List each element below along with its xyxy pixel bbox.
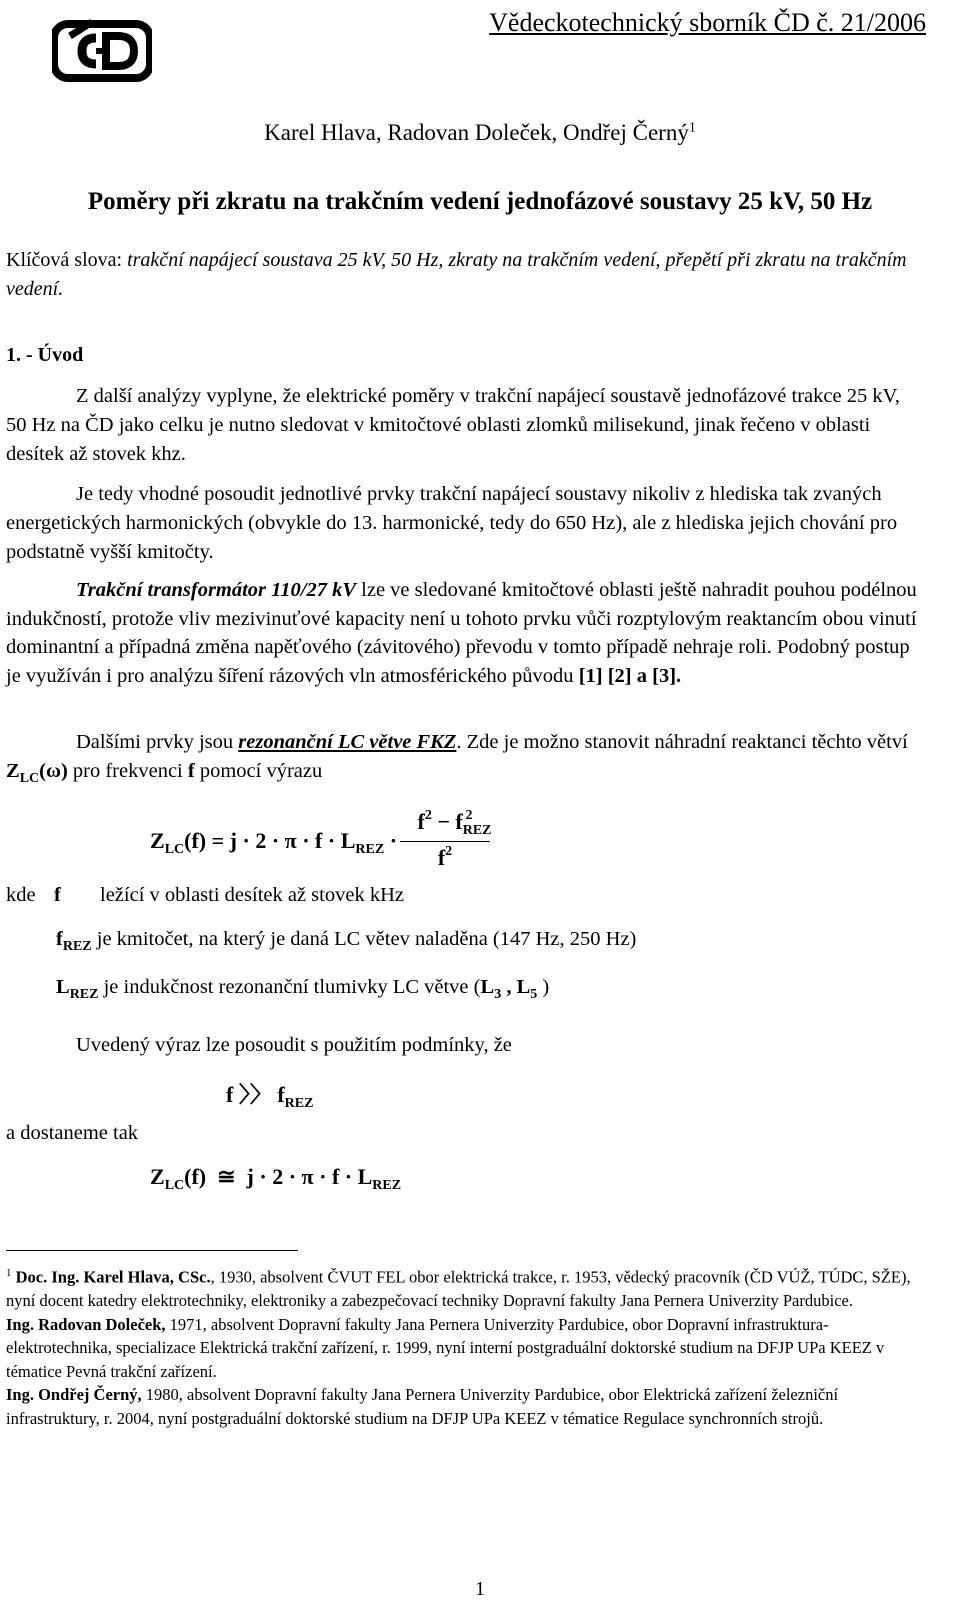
paragraph-2: Je tedy vhodné posoudit jednotlivé prvky trakční napájecí soustavy nikoliv z hlediska tak zvaných energetických harmonických (obvykle do 13. harmonické, tedy do 650 Hz), ale z hlediska jejich chování pro podstatně vyšší kmitočty.: [6, 483, 898, 563]
fraction-numerator: $f^2 - f_{REZ}^2$: [400, 808, 490, 842]
footnote-hlava-text: , 1930, absolvent ČVUT FEL obor elektrická trakce, r. 1953, vědecký pracovník (ČD VÚŽ, TÚDC, SŽE), nyní docent katedry elektrotechniky, elektroniky a zabezpečovací techniky Dopravní fakulty Jana Pernera Univerzity Pardubice.: [6, 1267, 911, 1310]
def-frez-symbol: $f_{REZ}$: [56, 928, 92, 954]
cd-logo-icon: [52, 14, 152, 86]
footnote-dolecek-name: Ing. Radovan Doleček,: [6, 1314, 166, 1334]
fraction-denominator: $f^2$: [437, 844, 453, 870]
def-frez-desc: je kmitočet, na který je daná LC větev naladěna (147 Hz, 250 Hz): [91, 928, 637, 950]
paragraph-4-mid: . Zde je možno stanovit náhradní reaktanci těchto větví: [456, 731, 908, 753]
paragraph-4-tail: pomocí výrazu: [194, 760, 323, 782]
paper-title: Poměry při zkratu na trakčním vedení jednofázové soustavy 25 kV, 50 Hz: [87, 188, 873, 215]
def-lrez-symbol: $L_{REZ}$: [56, 976, 99, 1002]
paragraph-1: Z další analýzy vyplyne, že elektrické poměry v trakční napájecí soustavě jednofázové trakce 25 kV, 50 Hz na ČD jako celku je nutno sledovat v kmitočtové oblasti zlomků milisekund, jinak řečeno v oblasti desítek až stovek khz.: [6, 385, 900, 465]
section-heading: 1. - Úvod: [6, 344, 84, 366]
paragraph-3-text: lze ve sledované kmitočtové oblasti ještě nahradit pouhou podélnou indukčností, protože vliv mezivinuťové kapacity není u tohoto prvku vůči rozptylovým reaktancím obou vinutí dominantní a případná změna napěťového (závitového) převodu v tomto případě nehraje roli. Podobný postup je využíván i pro analýzu šíření rázových vln atmosférického původu: [6, 579, 917, 687]
paragraph-4-start: Dalšími prvky jsou: [76, 731, 239, 753]
def-l3-l5-symbols: $L_3$ , $L_5$: [480, 976, 538, 1002]
condition-text: Uvedený výraz lze posoudit s použitím podmínky, že: [76, 1034, 512, 1056]
keywords: [6, 246, 926, 304]
f-symbol: f: [187, 760, 195, 782]
footnote-dolecek-text: 1971, absolvent Dopravní fakulty Jana Pernera Univerzity Pardubice, obor Dopravní infrastruktura- elektrotechnika, specializace Elektrická trakční zařízení, r. 1999, nyní interní postgraduální doktorské studium na DFJP UPa KEEZ v tématice Pevná trakční zařízení.: [6, 1314, 885, 1381]
paragraph-4: [6, 728, 918, 793]
keywords-label: Klíčová slova:: [6, 249, 128, 271]
footnote-hlava: [6, 1262, 918, 1313]
def-lrez-desc: je indukčnost rezonanční tlumivky LC větve (: [103, 976, 481, 998]
footnote-cerny-name: Ing. Ondřej Černý,: [6, 1385, 142, 1404]
journal-header[interactable]: Vědeckotechnický sborník ČD č. 21/2006: [489, 8, 926, 37]
equation-zlc: [150, 808, 570, 878]
lc-branch-term: rezonanční LC větve FKZ: [238, 731, 457, 753]
footnote-cerny: [6, 1383, 918, 1430]
def-lrez: $L_{REZ}$ je indukčnost rezonanční tlumivky LC větve ($L_3$ , $L_5$ ): [56, 976, 550, 1002]
footnote-cerny-text: 1980, absolvent Dopravní fakulty Jana Pernera Univerzity Pardubice, obor Elektrická zařízení železniční infrastruktury, r. 2004, nyní postgraduální doktorské studium na DFJP UPa KEEZ v tématice Regulace synchronních strojů.: [6, 1385, 839, 1428]
equation-zlc-lhs: $Z_{LC}(f) = j \cdot 2 \cdot \pi \cdot f \cdot L_{REZ}$ ·: [150, 828, 398, 857]
authors-names: Karel Hlava, Radovan Doleček, Ondřej Černý: [264, 120, 689, 145]
footnote-rule: [6, 1250, 298, 1251]
footnote-mark: 1: [6, 1267, 12, 1279]
def-f-symbol: f: [54, 884, 61, 906]
def-f-desc: ležící v oblasti desítek až stovek kHz: [100, 884, 404, 906]
equation-zlc-fraction: [400, 808, 490, 871]
def-kde: kde: [6, 884, 36, 906]
condition-equation: f 〉〉 $f_{REZ}$: [226, 1082, 314, 1111]
result-text: a dostaneme tak: [6, 1122, 139, 1144]
authors-line: [0, 120, 960, 146]
footnote-hlava-name: Doc. Ing. Karel Hlava, CSc.: [15, 1267, 211, 1287]
def-frez: [56, 928, 636, 955]
paragraph-4-end: pro frekvenci: [67, 760, 188, 782]
footnote-dolecek: [6, 1313, 918, 1384]
paragraph-3: [6, 576, 918, 690]
footnotes: [6, 1262, 918, 1430]
authors-footnote-mark: 1: [688, 120, 696, 136]
zlc-omega-symbol: $Z_{LC}(\omega)$: [6, 760, 68, 786]
transformer-term: Trakční transformátor 110/27 kV: [76, 579, 357, 601]
result-equation: $Z_{LC}(f)$ ≅ $j \cdot 2 \cdot \pi \cdot f \cdot L_{REZ}$: [150, 1164, 402, 1193]
keywords-text: trakční napájecí soustava 25 kV, 50 Hz, zkraty na trakčním vedení, přepětí při zkratu na trakčním vedení.: [6, 249, 907, 300]
references: [1] [2] a [3].: [578, 664, 682, 687]
page-number: 1: [475, 1578, 485, 1600]
